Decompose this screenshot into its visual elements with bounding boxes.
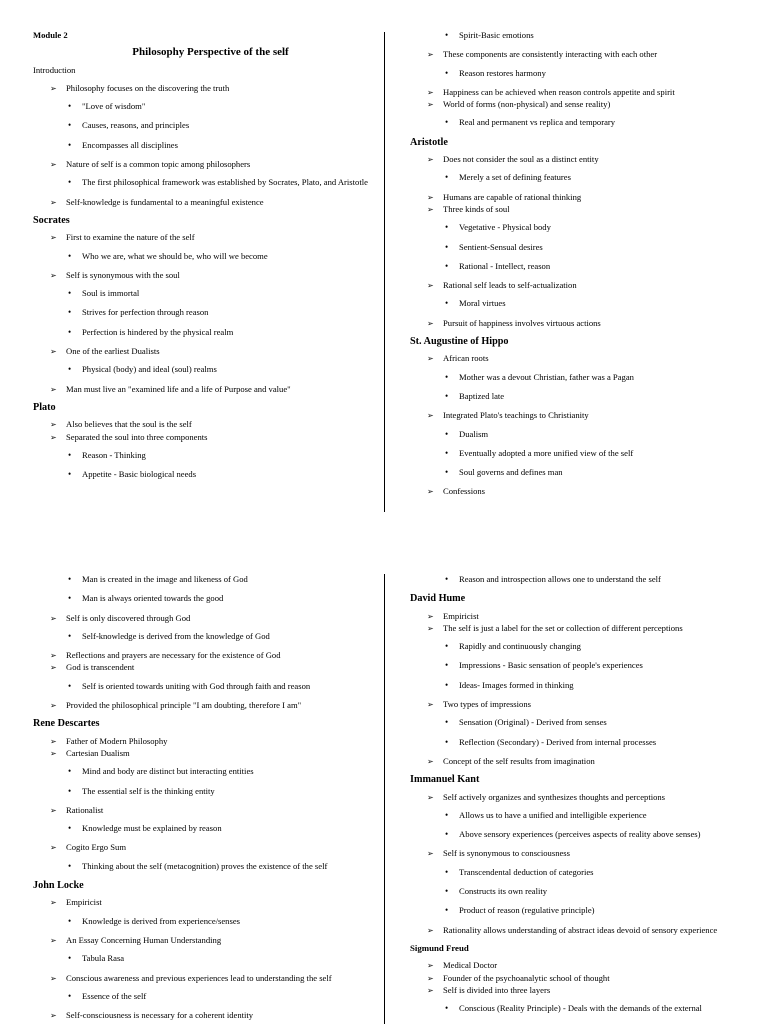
- line-text: Self actively organizes and synthesizes thoughts and perceptions: [443, 791, 666, 802]
- dot-bullet-icon: •: [68, 120, 72, 131]
- line-text: Rationality allows understanding of abstract ideas devoid of sensory experience: [443, 924, 718, 935]
- arrow-bullet-icon: ➢: [50, 898, 57, 908]
- line-text: Self is synonymous with the soul: [66, 269, 180, 280]
- dot-bullet-icon: •: [445, 886, 449, 897]
- bullet-list-item: [410, 867, 765, 878]
- line-text: Introduction: [33, 64, 76, 75]
- arrow-list-item: [33, 935, 388, 946]
- arrow-list-item: [33, 419, 388, 430]
- arrow-bullet-icon: ➢: [427, 204, 434, 214]
- line-text: Three kinds of soul: [443, 203, 510, 214]
- dot-bullet-icon: •: [68, 101, 72, 112]
- dot-bullet-icon: •: [68, 953, 72, 964]
- bullet-list-item: [410, 829, 765, 840]
- arrow-list-item: [33, 346, 388, 357]
- line-text: John Locke: [33, 880, 84, 892]
- section-label: [33, 65, 388, 76]
- bullet-list-item: [33, 631, 388, 642]
- dot-bullet-icon: •: [68, 990, 72, 1001]
- arrow-list-item: [410, 792, 765, 803]
- bullet-list-item: [410, 810, 765, 821]
- arrow-list-item: [410, 192, 765, 203]
- dot-bullet-icon: •: [68, 177, 72, 188]
- line-text: Empiricist: [66, 897, 102, 908]
- line-text: Philosophy Perspective of the self: [132, 46, 289, 59]
- bullet-list-item: [410, 372, 765, 383]
- line-text: African roots: [443, 353, 489, 364]
- dot-bullet-icon: •: [445, 717, 449, 728]
- line-text: Tabula Rasa: [82, 953, 125, 964]
- bullet-list-item: [33, 916, 388, 927]
- line-text: Conscious (Reality Principle) - Deals with the demands of the external: [459, 1003, 702, 1014]
- dot-bullet-icon: •: [445, 117, 449, 128]
- line-text: God is transcendent: [66, 662, 135, 673]
- dot-bullet-icon: •: [445, 298, 449, 309]
- dot-bullet-icon: •: [68, 593, 72, 604]
- section-heading: [33, 880, 388, 891]
- line-text: Concept of the self results from imagination: [443, 755, 595, 766]
- arrow-list-item: [33, 159, 388, 170]
- arrow-bullet-icon: ➢: [50, 384, 57, 394]
- arrow-list-item: [33, 1010, 388, 1021]
- dot-bullet-icon: •: [68, 860, 72, 871]
- arrow-list-item: [410, 87, 765, 98]
- arrow-list-item: [410, 756, 765, 767]
- line-text: Separated the soul into three components: [66, 431, 208, 442]
- line-text: St. Augustine of Hippo: [410, 336, 509, 348]
- line-text: Real and permanent vs replica and temporary: [459, 117, 616, 128]
- line-text: Mother was a devout Christian, father was a Pagan: [459, 371, 634, 382]
- line-text: Self is divided into three layers: [443, 984, 551, 995]
- line-text: Merely a set of defining features: [459, 172, 571, 183]
- dot-bullet-icon: •: [445, 371, 449, 382]
- arrow-list-item: [33, 83, 388, 94]
- bullet-list-item: [410, 298, 765, 309]
- bullet-list-item: [410, 68, 765, 79]
- arrow-bullet-icon: ➢: [50, 160, 57, 170]
- line-text: Does not consider the soul as a distinct entity: [443, 154, 599, 165]
- dot-bullet-icon: •: [445, 467, 449, 478]
- arrow-bullet-icon: ➢: [427, 985, 434, 995]
- arrow-bullet-icon: ➢: [50, 83, 57, 93]
- line-text: Man is always oriented towards the good: [82, 593, 224, 604]
- arrow-list-item: [33, 805, 388, 816]
- dot-bullet-icon: •: [445, 866, 449, 877]
- line-text: Two types of impressions: [443, 699, 531, 710]
- line-text: Appetite - Basic biological needs: [82, 469, 197, 480]
- line-text: Rational - Intellect, reason: [459, 260, 551, 271]
- bullet-list-item: [33, 574, 388, 585]
- arrow-bullet-icon: ➢: [50, 613, 57, 623]
- dot-bullet-icon: •: [445, 660, 449, 671]
- arrow-list-item: [410, 204, 765, 215]
- dot-bullet-icon: •: [68, 469, 72, 480]
- bullet-list-item: [33, 120, 388, 131]
- arrow-bullet-icon: ➢: [50, 736, 57, 746]
- line-text: Allows us to have a unified and intelligible experience: [459, 809, 647, 820]
- dot-bullet-icon: •: [68, 823, 72, 834]
- bullet-list-item: [410, 261, 765, 272]
- arrow-list-item: [410, 410, 765, 421]
- line-text: Who we are, what we should be, who will we become: [82, 250, 268, 261]
- arrow-bullet-icon: ➢: [427, 973, 434, 983]
- section-heading: [410, 943, 765, 954]
- arrow-bullet-icon: ➢: [427, 354, 434, 364]
- arrow-bullet-icon: ➢: [427, 281, 434, 291]
- section-heading: [410, 137, 765, 148]
- line-text: Knowledge is derived from experience/senses: [82, 915, 240, 926]
- line-text: Knowledge must be explained by reason: [82, 823, 222, 834]
- arrow-list-item: [410, 925, 765, 936]
- bullet-list-item: [410, 737, 765, 748]
- line-text: Also believes that the soul is the self: [66, 419, 192, 430]
- line-text: Nature of self is a common topic among philosophers: [66, 159, 251, 170]
- dot-bullet-icon: •: [445, 260, 449, 271]
- arrow-list-item: [33, 973, 388, 984]
- bullet-list-item: [410, 886, 765, 897]
- page-bottom: [0, 568, 768, 1024]
- arrow-list-item: [33, 232, 388, 243]
- arrow-bullet-icon: ➢: [50, 347, 57, 357]
- line-text: Man is created in the image and likeness of God: [82, 574, 248, 584]
- arrow-list-item: [33, 748, 388, 759]
- document-title: [33, 47, 388, 58]
- dot-bullet-icon: •: [68, 139, 72, 150]
- arrow-bullet-icon: ➢: [427, 961, 434, 971]
- arrow-bullet-icon: ➢: [427, 623, 434, 633]
- arrow-bullet-icon: ➢: [50, 663, 57, 673]
- line-text: Philosophy focuses on the discovering the truth: [66, 82, 230, 93]
- dot-bullet-icon: •: [445, 172, 449, 183]
- dot-bullet-icon: •: [68, 288, 72, 299]
- arrow-bullet-icon: ➢: [427, 611, 434, 621]
- bullet-list-item: [410, 467, 765, 478]
- line-text: Baptized late: [459, 390, 505, 401]
- line-text: First to examine the nature of the self: [66, 232, 195, 243]
- arrow-bullet-icon: ➢: [427, 925, 434, 935]
- dot-bullet-icon: •: [68, 766, 72, 777]
- arrow-list-item: [33, 662, 388, 673]
- arrow-list-item: [33, 270, 388, 281]
- arrow-bullet-icon: ➢: [427, 100, 434, 110]
- bullet-list-item: [33, 786, 388, 797]
- section-heading: [410, 774, 765, 785]
- line-text: The first philosophical framework was established by Socrates, Plato, and Aristotle: [82, 177, 368, 188]
- line-text: Impressions - Basic sensation of people's experiences: [459, 660, 643, 671]
- line-text: Self-knowledge is fundamental to a meaningful existence: [66, 196, 264, 207]
- bullet-list-item: [410, 448, 765, 459]
- line-text: Cogito Ergo Sum: [66, 842, 127, 853]
- arrow-bullet-icon: ➢: [427, 318, 434, 328]
- arrow-bullet-icon: ➢: [50, 973, 57, 983]
- line-text: Reason and introspection allows one to understand the self: [459, 574, 661, 584]
- bullet-list-item: [33, 953, 388, 964]
- arrow-list-item: [33, 197, 388, 208]
- dot-bullet-icon: •: [445, 679, 449, 690]
- bullet-list-item: [410, 574, 765, 585]
- line-text: Provided the philosophical principle "I am doubting, therefore I am": [66, 700, 302, 711]
- line-text: An Essay Concerning Human Understanding: [66, 934, 222, 945]
- dot-bullet-icon: •: [68, 307, 72, 318]
- arrow-list-item: [410, 154, 765, 165]
- line-text: Immanuel Kant: [410, 774, 480, 786]
- line-text: Reason - Thinking: [82, 449, 146, 460]
- arrow-bullet-icon: ➢: [50, 432, 57, 442]
- arrow-bullet-icon: ➢: [50, 701, 57, 711]
- bullet-list-item: [33, 991, 388, 1002]
- arrow-bullet-icon: ➢: [427, 756, 434, 766]
- line-text: Causes, reasons, and principles: [82, 120, 190, 131]
- line-text: Medical Doctor: [443, 960, 498, 971]
- dot-bullet-icon: •: [445, 428, 449, 439]
- arrow-bullet-icon: ➢: [427, 50, 434, 60]
- bullet-list-item: [33, 364, 388, 375]
- arrow-bullet-icon: ➢: [50, 233, 57, 243]
- column-left: [33, 30, 388, 488]
- line-text: Happiness can be achieved when reason controls appetite and spirit: [443, 86, 675, 97]
- dot-bullet-icon: •: [68, 680, 72, 691]
- line-text: Spirit-Basic emotions: [459, 30, 534, 40]
- line-text: Mind and body are distinct but interacting entities: [82, 766, 254, 777]
- arrow-list-item: [410, 49, 765, 60]
- dot-bullet-icon: •: [445, 222, 449, 233]
- line-text: Dualism: [459, 428, 489, 439]
- bullet-list-item: [33, 593, 388, 604]
- section-heading: [33, 402, 388, 413]
- module-label: [33, 30, 388, 41]
- arrow-bullet-icon: ➢: [50, 748, 57, 758]
- dot-bullet-icon: •: [445, 905, 449, 916]
- line-text: Rationalist: [66, 804, 104, 815]
- arrow-list-item: [410, 985, 765, 996]
- line-text: Plato: [33, 401, 56, 413]
- bullet-list-item: [33, 307, 388, 318]
- arrow-bullet-icon: ➢: [50, 935, 57, 945]
- line-text: Moral virtues: [459, 298, 506, 309]
- bullet-list-item: [410, 680, 765, 691]
- line-text: Father of Modern Philosophy: [66, 735, 168, 746]
- arrow-bullet-icon: ➢: [50, 270, 57, 280]
- line-text: Transcendental deduction of categories: [459, 866, 594, 877]
- dot-bullet-icon: •: [68, 915, 72, 926]
- arrow-list-item: [33, 842, 388, 853]
- arrow-list-item: [410, 973, 765, 984]
- bullet-list-item: [33, 140, 388, 151]
- bullet-list-item: [410, 660, 765, 671]
- bullet-list-item: [33, 766, 388, 777]
- line-text: David Hume: [410, 593, 466, 605]
- bullet-list-item: [33, 681, 388, 692]
- line-text: Thinking about the self (metacognition) proves the existence of the self: [82, 860, 328, 871]
- dot-bullet-icon: •: [445, 736, 449, 747]
- column-left: [33, 574, 388, 1024]
- line-text: Rapidly and continuously changing: [459, 641, 581, 652]
- section-heading: [33, 215, 388, 226]
- arrow-bullet-icon: ➢: [50, 420, 57, 430]
- bullet-list-item: [33, 327, 388, 338]
- line-text: Self is oriented towards uniting with God through faith and reason: [82, 680, 311, 691]
- line-text: Product of reason (regulative principle): [459, 905, 595, 916]
- line-text: Aristotle: [410, 136, 448, 148]
- arrow-list-item: [410, 699, 765, 710]
- bullet-list-item: [410, 391, 765, 402]
- line-text: Humans are capable of rational thinking: [443, 191, 582, 202]
- line-text: Module 2: [33, 30, 68, 40]
- bullet-list-item: [410, 117, 765, 128]
- line-text: Integrated Plato's teachings to Christianity: [443, 410, 589, 421]
- arrow-list-item: [410, 611, 765, 622]
- arrow-bullet-icon: ➢: [50, 843, 57, 853]
- line-text: Socrates: [33, 214, 70, 226]
- arrow-list-item: [410, 280, 765, 291]
- line-text: Strives for perfection through reason: [82, 307, 209, 318]
- line-text: Perfection is hindered by the physical realm: [82, 326, 234, 337]
- arrow-bullet-icon: ➢: [427, 192, 434, 202]
- bullet-list-item: [33, 823, 388, 834]
- bullet-list-item: [33, 288, 388, 299]
- dot-bullet-icon: •: [445, 574, 449, 584]
- line-text: Vegetative - Physical body: [459, 222, 551, 233]
- arrow-bullet-icon: ➢: [427, 155, 434, 165]
- dot-bullet-icon: •: [68, 574, 72, 584]
- dot-bullet-icon: •: [445, 30, 449, 40]
- bullet-list-item: [410, 242, 765, 253]
- arrow-list-item: [33, 650, 388, 661]
- line-text: Reflections and prayers are necessary for the existence of God: [66, 650, 281, 661]
- bullet-list-item: [410, 1003, 765, 1014]
- dot-bullet-icon: •: [445, 390, 449, 401]
- line-text: Founder of the psychoanalytic school of thought: [443, 972, 610, 983]
- arrow-list-item: [410, 318, 765, 329]
- line-text: Encompasses all disciplines: [82, 139, 178, 150]
- bullet-list-item: [410, 172, 765, 183]
- arrow-list-item: [33, 384, 388, 395]
- dot-bullet-icon: •: [68, 364, 72, 375]
- line-text: Constructs its own reality: [459, 886, 548, 897]
- bullet-list-item: [33, 469, 388, 480]
- line-text: Essence of the self: [82, 990, 147, 1001]
- arrow-bullet-icon: ➢: [427, 849, 434, 859]
- line-text: Conscious awareness and previous experiences lead to understanding the self: [66, 972, 332, 983]
- arrow-list-item: [33, 897, 388, 908]
- bullet-list-item: [410, 905, 765, 916]
- line-text: Sigmund Freud: [410, 942, 469, 953]
- arrow-bullet-icon: ➢: [50, 197, 57, 207]
- dot-bullet-icon: •: [445, 829, 449, 840]
- arrow-list-item: [410, 623, 765, 634]
- dot-bullet-icon: •: [68, 449, 72, 460]
- section-heading: [410, 593, 765, 604]
- arrow-bullet-icon: ➢: [427, 700, 434, 710]
- line-text: Reflection (Secondary) - Derived from internal processes: [459, 736, 657, 747]
- line-text: World of forms (non-physical) and sense reality): [443, 99, 611, 110]
- bullet-list-item: [410, 30, 765, 41]
- line-text: Reason restores harmony: [459, 67, 546, 78]
- column-right: [410, 30, 765, 505]
- arrow-bullet-icon: ➢: [427, 792, 434, 802]
- line-text: Cartesian Dualism: [66, 747, 130, 758]
- dot-bullet-icon: •: [68, 630, 72, 641]
- line-text: Confessions: [443, 486, 486, 497]
- bullet-list-item: [410, 222, 765, 233]
- line-text: Pursuit of happiness involves virtuous actions: [443, 317, 601, 328]
- line-text: Ideas- Images formed in thinking: [459, 679, 574, 690]
- bullet-list-item: [33, 177, 388, 188]
- line-text: Self is only discovered through God: [66, 612, 191, 623]
- arrow-list-item: [410, 960, 765, 971]
- dot-bullet-icon: •: [445, 241, 449, 252]
- section-heading: [33, 718, 388, 729]
- bullet-list-item: [410, 429, 765, 440]
- line-text: Sensation (Original) - Derived from senses: [459, 717, 607, 728]
- arrow-list-item: [33, 613, 388, 624]
- arrow-list-item: [33, 736, 388, 747]
- arrow-list-item: [33, 700, 388, 711]
- line-text: Physical (body) and ideal (soul) realms: [82, 364, 217, 375]
- line-text: Self-consciousness is necessary for a coherent identity: [66, 1010, 254, 1021]
- line-text: Above sensory experiences (perceives aspects of reality above senses): [459, 829, 701, 840]
- arrow-list-item: [33, 432, 388, 443]
- bullet-list-item: [33, 101, 388, 112]
- dot-bullet-icon: •: [68, 785, 72, 796]
- line-text: "Love of wisdom": [82, 101, 146, 112]
- dot-bullet-icon: •: [445, 1003, 449, 1014]
- dot-bullet-icon: •: [68, 250, 72, 261]
- bullet-list-item: [33, 251, 388, 262]
- dot-bullet-icon: •: [445, 447, 449, 458]
- line-text: Soul governs and defines man: [459, 467, 563, 478]
- line-text: Rational self leads to self-actualization: [443, 280, 577, 291]
- dot-bullet-icon: •: [445, 67, 449, 78]
- arrow-bullet-icon: ➢: [427, 411, 434, 421]
- line-text: The essential self is the thinking entity: [82, 785, 215, 796]
- line-text: Eventually adopted a more unified view of the self: [459, 447, 634, 458]
- line-text: Self is synonymous to consciousness: [443, 848, 570, 859]
- line-text: Self-knowledge is derived from the knowledge of God: [82, 630, 270, 641]
- dot-bullet-icon: •: [445, 641, 449, 652]
- arrow-bullet-icon: ➢: [50, 651, 57, 661]
- bullet-list-item: [33, 861, 388, 872]
- line-text: Rene Descartes: [33, 718, 100, 730]
- arrow-bullet-icon: ➢: [50, 1011, 57, 1021]
- arrow-bullet-icon: ➢: [427, 87, 434, 97]
- line-text: Man must live an "examined life and a life of Purpose and value": [66, 383, 291, 394]
- line-text: Soul is immortal: [82, 288, 140, 299]
- arrow-bullet-icon: ➢: [50, 805, 57, 815]
- arrow-list-item: [410, 848, 765, 859]
- line-text: These components are consistently interacting with each other: [443, 49, 658, 60]
- line-text: The self is just a label for the set or collection of different perceptions: [443, 622, 683, 633]
- arrow-list-item: [410, 486, 765, 497]
- column-divider: [384, 574, 385, 1024]
- arrow-list-item: [410, 99, 765, 110]
- arrow-bullet-icon: ➢: [427, 487, 434, 497]
- line-text: Sentient-Sensual desires: [459, 241, 543, 252]
- line-text: Empiricist: [443, 610, 479, 621]
- bullet-list-item: [410, 641, 765, 652]
- column-right: [410, 574, 765, 1022]
- bullet-list-item: [410, 717, 765, 728]
- dot-bullet-icon: •: [68, 326, 72, 337]
- section-heading: [410, 336, 765, 347]
- column-divider: [384, 32, 385, 512]
- line-text: One of the earliest Dualists: [66, 346, 160, 357]
- bullet-list-item: [33, 450, 388, 461]
- dot-bullet-icon: •: [445, 809, 449, 820]
- arrow-list-item: [410, 353, 765, 364]
